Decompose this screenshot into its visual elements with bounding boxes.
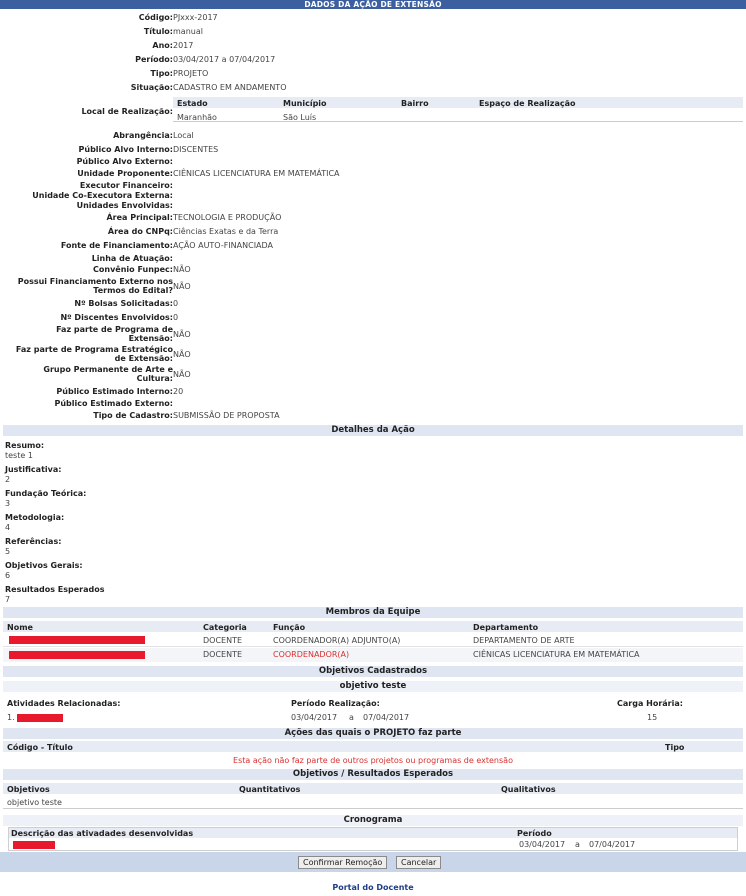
- cronograma-section-title: Cronograma: [3, 815, 743, 826]
- detail-label: Objetivos Gerais:: [5, 561, 83, 570]
- acoes-header-codigo: Código - Título: [7, 743, 73, 752]
- local-table: [173, 97, 743, 127]
- field-value: manual: [173, 27, 203, 36]
- field-label: Grupo Permanente de Arte e: [43, 365, 173, 374]
- local-header-municipio: Município: [283, 99, 327, 108]
- obj-res-objetivo: objetivo teste: [7, 798, 62, 807]
- field-value: Ciências Exatas e da Terra: [173, 227, 279, 236]
- field-fonte-financiamento: [3, 241, 743, 253]
- membros-header-departamento: Departamento: [473, 623, 539, 632]
- detail-label: Referências:: [5, 537, 62, 546]
- detail-value: teste 1: [5, 451, 33, 460]
- carga-horaria-header: Carga Horária:: [617, 699, 683, 708]
- membro-categoria: DOCENTE: [203, 650, 243, 659]
- field-discentes: [3, 313, 743, 325]
- field-value: Local: [173, 131, 194, 140]
- cronograma-header-desc: Descrição das ativadades desenvolvidas: [11, 829, 194, 838]
- detail-value: 3: [5, 499, 11, 508]
- field-codigo: [3, 13, 743, 25]
- portal-docente-link[interactable]: Portal do Docente: [332, 883, 414, 892]
- field-grupo-permanente: [3, 365, 743, 385]
- obj-res-header-quantitativos: Quantitativos: [239, 785, 301, 794]
- field-value: 2017: [173, 41, 194, 50]
- local-header-espaco: Espaço de Realização: [479, 99, 576, 108]
- membros-header-funcao: Função: [273, 623, 306, 632]
- cronograma-table: [8, 827, 738, 851]
- page-title: DADOS DA AÇÃO DE EXTENSÃO: [0, 0, 746, 9]
- field-financiamento-externo: [3, 277, 743, 297]
- field-unidade-proponente: [3, 169, 743, 181]
- field-value: 03/04/2017 a 07/04/2017: [173, 55, 276, 64]
- field-label: Ano:: [152, 41, 173, 50]
- detail-value: 7: [5, 595, 11, 604]
- field-publico-estimado-interno: [3, 387, 743, 399]
- confirm-removal-button[interactable]: Confirmar Remoção: [298, 856, 387, 869]
- membro-departamento: CIÊNICAS LICENCIATURA EM MATEMÁTICA: [473, 650, 640, 659]
- detail-value: 5: [5, 547, 11, 556]
- field-programa-estrategico: [3, 345, 743, 365]
- detail-label: Resultados Esperados: [5, 585, 105, 594]
- cronograma-fim: 07/04/2017: [589, 840, 636, 849]
- field-label: Nº Discentes Envolvidos:: [60, 313, 173, 322]
- cronograma-inicio: 03/04/2017: [519, 840, 566, 849]
- field-label: Convênio Funpec:: [93, 265, 173, 274]
- obj-res-section-title: Objetivos / Resultados Esperados: [3, 769, 743, 780]
- redacted-cronograma-item: [13, 841, 55, 849]
- local-row: [173, 109, 743, 122]
- field-area-cnpq: [3, 227, 743, 239]
- atividades-header: Atividades Relacionadas:: [7, 699, 121, 708]
- acoes-section-title: Ações das quais o PROJETO faz parte: [3, 728, 743, 739]
- acoes-empty-message: Esta ação não faz parte de outros projetos ou programas de extensão: [233, 756, 513, 765]
- redacted-atividade: [17, 714, 63, 722]
- field-value: SUBMISSÃO DE PROPOSTA: [173, 411, 280, 420]
- periodo-realizacao-header: Período Realização:: [291, 699, 380, 708]
- field-publico-estimado-externo: [3, 399, 743, 411]
- field-label: Área Principal:: [106, 213, 173, 222]
- field-label: de Extensão:: [114, 354, 173, 363]
- detail-label: Justificativa:: [5, 465, 62, 474]
- field-label: Cultura:: [136, 374, 173, 383]
- membros-table-header: [3, 621, 743, 632]
- detail-value: 2: [5, 475, 11, 484]
- field-value: 0: [173, 299, 179, 308]
- field-label: Extensão:: [128, 334, 173, 343]
- field-tipo-cadastro: [3, 411, 743, 423]
- atividade-index: 1.: [7, 713, 15, 722]
- field-label: Situação:: [130, 83, 173, 92]
- atividade-inicio: 03/04/2017: [291, 713, 338, 722]
- field-label: Unidade Proponente:: [77, 169, 173, 178]
- field-value: NÃO: [173, 370, 191, 379]
- field-tipo: [3, 69, 743, 81]
- field-label: Faz parte de Programa Estratégico: [15, 345, 173, 354]
- membro-departamento: DEPARTAMENTO DE ARTE: [473, 636, 575, 645]
- detail-label: Metodologia:: [5, 513, 65, 522]
- field-label: Faz parte de Programa de: [56, 325, 173, 334]
- field-label: Local de Realização:: [81, 107, 173, 116]
- membros-header-categoria: Categoria: [203, 623, 247, 632]
- field-label: Unidade Co-Executora Externa:: [32, 191, 173, 200]
- membro-categoria: DOCENTE: [203, 636, 243, 645]
- membros-section-title: Membros da Equipe: [3, 607, 743, 618]
- field-value: NÃO: [173, 265, 191, 274]
- field-label: Executor Financeiro:: [79, 181, 173, 190]
- field-value: AÇÃO AUTO-FINANCIADA: [173, 241, 274, 250]
- field-value: NÃO: [173, 350, 191, 359]
- field-label: Tipo de Cadastro:: [93, 411, 173, 420]
- field-label: Público Alvo Externo:: [76, 157, 173, 166]
- field-label: Público Estimado Interno:: [56, 387, 173, 396]
- field-label: Termos do Edital?: [93, 286, 173, 295]
- field-ano: [3, 41, 743, 53]
- field-label: Abrangência:: [113, 131, 173, 140]
- detail-value: 4: [5, 523, 11, 532]
- field-programa-extensao: [3, 325, 743, 345]
- field-value: NÃO: [173, 282, 191, 291]
- field-bolsas: [3, 299, 743, 311]
- obj-res-header-qualitativos: Qualitativos: [501, 785, 556, 794]
- field-label: Período:: [135, 55, 173, 64]
- cronograma-a: a: [575, 840, 580, 849]
- redacted-name: [9, 651, 145, 659]
- local-municipio: São Luís: [283, 113, 317, 122]
- field-value: PJxxx-2017: [173, 13, 218, 22]
- atividade-carga: 15: [647, 713, 658, 722]
- field-label: Possui Financiamento Externo nos: [17, 277, 173, 286]
- local-estado: Maranhão: [177, 113, 217, 122]
- field-periodo: [3, 55, 743, 67]
- field-label: Fonte de Financiamento:: [60, 241, 173, 250]
- field-label: Área do CNPq:: [107, 227, 173, 236]
- local-table-header: [173, 97, 743, 108]
- obj-res-header-objetivos: Objetivos: [7, 785, 50, 794]
- obj-res-table-header: [3, 783, 743, 794]
- objetivos-section-title: Objetivos Cadastrados: [3, 666, 743, 677]
- objetivo-subtitle: objetivo teste: [3, 681, 743, 692]
- acoes-table-header: [3, 741, 743, 752]
- atividade-a: a: [349, 713, 354, 722]
- field-area-principal: [3, 213, 743, 225]
- field-value: 0: [173, 313, 179, 322]
- local-header-bairro: Bairro: [401, 99, 429, 108]
- acoes-header-tipo: Tipo: [665, 743, 685, 752]
- field-value: NÃO: [173, 330, 191, 339]
- field-value: DISCENTES: [173, 145, 219, 154]
- field-situacao: [3, 83, 743, 95]
- atividade-fim: 07/04/2017: [363, 713, 410, 722]
- field-label: Público Alvo Interno:: [78, 145, 173, 154]
- field-value: 20: [173, 387, 184, 396]
- membros-header-nome: Nome: [7, 623, 33, 632]
- field-titulo: [3, 27, 743, 39]
- field-label: Tipo:: [150, 69, 173, 78]
- cancel-button[interactable]: Cancelar: [396, 856, 441, 869]
- field-label: Código:: [138, 13, 173, 22]
- field-value: PROJETO: [173, 69, 209, 78]
- membro-funcao-link[interactable]: COORDENADOR(A): [273, 650, 350, 659]
- detalhes-section-title: Detalhes da Ação: [3, 425, 743, 436]
- field-publico-interno: [3, 145, 743, 157]
- field-label: Unidades Envolvidas:: [76, 201, 173, 210]
- field-value: CIÊNICAS LICENCIATURA EM MATEMÁTICA: [173, 169, 340, 178]
- field-label: Título:: [143, 27, 173, 36]
- detail-label: Fundação Teórica:: [5, 489, 87, 498]
- field-convenio-funpec: [3, 265, 743, 277]
- field-unidades-envolvidas: [3, 201, 743, 213]
- redacted-name: [9, 636, 145, 644]
- field-label: Linha de Atuação:: [91, 254, 173, 263]
- button-bar: [0, 852, 746, 872]
- field-label: Público Estimado Externo:: [54, 399, 173, 408]
- membro-funcao: COORDENADOR(A) ADJUNTO(A): [273, 636, 401, 645]
- field-label: Nº Bolsas Solicitadas:: [74, 299, 173, 308]
- field-publico-externo: [3, 157, 743, 169]
- field-abrangencia: [3, 131, 743, 143]
- field-value: CADASTRO EM ANDAMENTO: [173, 83, 287, 92]
- detail-label: Resumo:: [5, 441, 45, 450]
- local-header-estado: Estado: [177, 99, 208, 108]
- cronograma-header-periodo: Período: [517, 829, 552, 838]
- table-row: [3, 795, 743, 809]
- detail-value: 6: [5, 571, 11, 580]
- field-value: TECNOLOGIA E PRODUÇÃO: [173, 213, 282, 222]
